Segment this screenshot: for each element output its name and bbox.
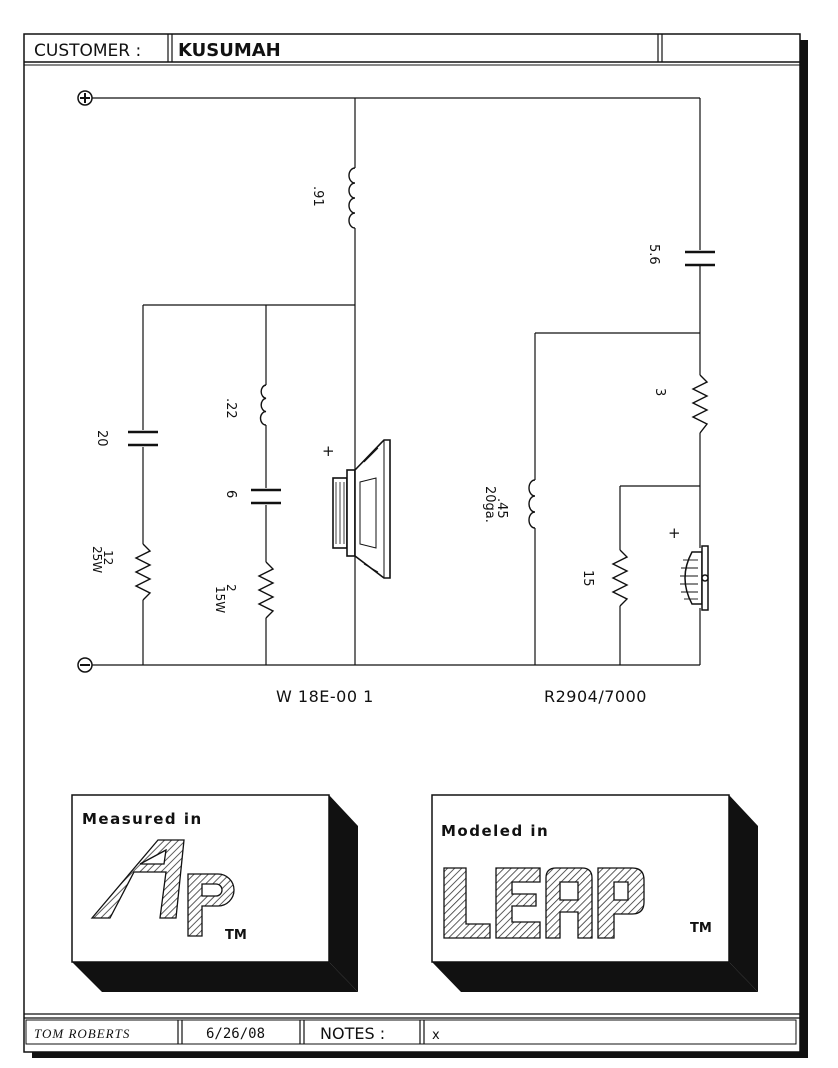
tweeter-inductor-value: .45: [494, 498, 509, 519]
designer-name: TOM ROBERTS: [34, 1026, 131, 1041]
tweeter-resistor-label: 3: [652, 388, 667, 397]
shunt-resistor-power: 25W: [90, 546, 104, 574]
series-inductor-label: .91: [310, 186, 325, 207]
ap-trademark: TM: [225, 928, 247, 943]
leap-caption: Modeled in: [441, 822, 550, 840]
negative-terminal-icon: [78, 658, 92, 672]
customer-name: KUSUMAH: [178, 40, 281, 61]
shunt-resistor-value: 12: [101, 550, 115, 566]
customer-label: CUSTOMER :: [34, 41, 142, 61]
tweeter-polarity: +: [668, 524, 681, 542]
notch-resistor-value: 2: [224, 584, 238, 592]
shunt-capacitor-label: 20: [94, 430, 109, 447]
notch-capacitor-label: 6: [223, 490, 238, 499]
woofer-model-label: W 18E-00 1: [276, 687, 374, 706]
tweeter-model-label: R2904/7000: [544, 687, 647, 706]
ap-caption: Measured in: [82, 810, 203, 828]
woofer-polarity: +: [322, 442, 335, 460]
notch-resistor-power: 15W: [213, 586, 227, 614]
tweeter-shunt-resistor-label: 15: [580, 570, 595, 587]
drawing-date: 6/26/08: [206, 1026, 266, 1042]
leap-trademark: TM: [690, 921, 712, 936]
notch-inductor-label: .22: [223, 398, 238, 419]
positive-terminal-icon: [78, 91, 92, 105]
notes-value: x: [432, 1028, 440, 1043]
tweeter-capacitor-label: 5.6: [646, 244, 661, 265]
tweeter-inductor-gauge: 20ga.: [482, 486, 497, 523]
notes-label: NOTES :: [320, 1024, 386, 1043]
